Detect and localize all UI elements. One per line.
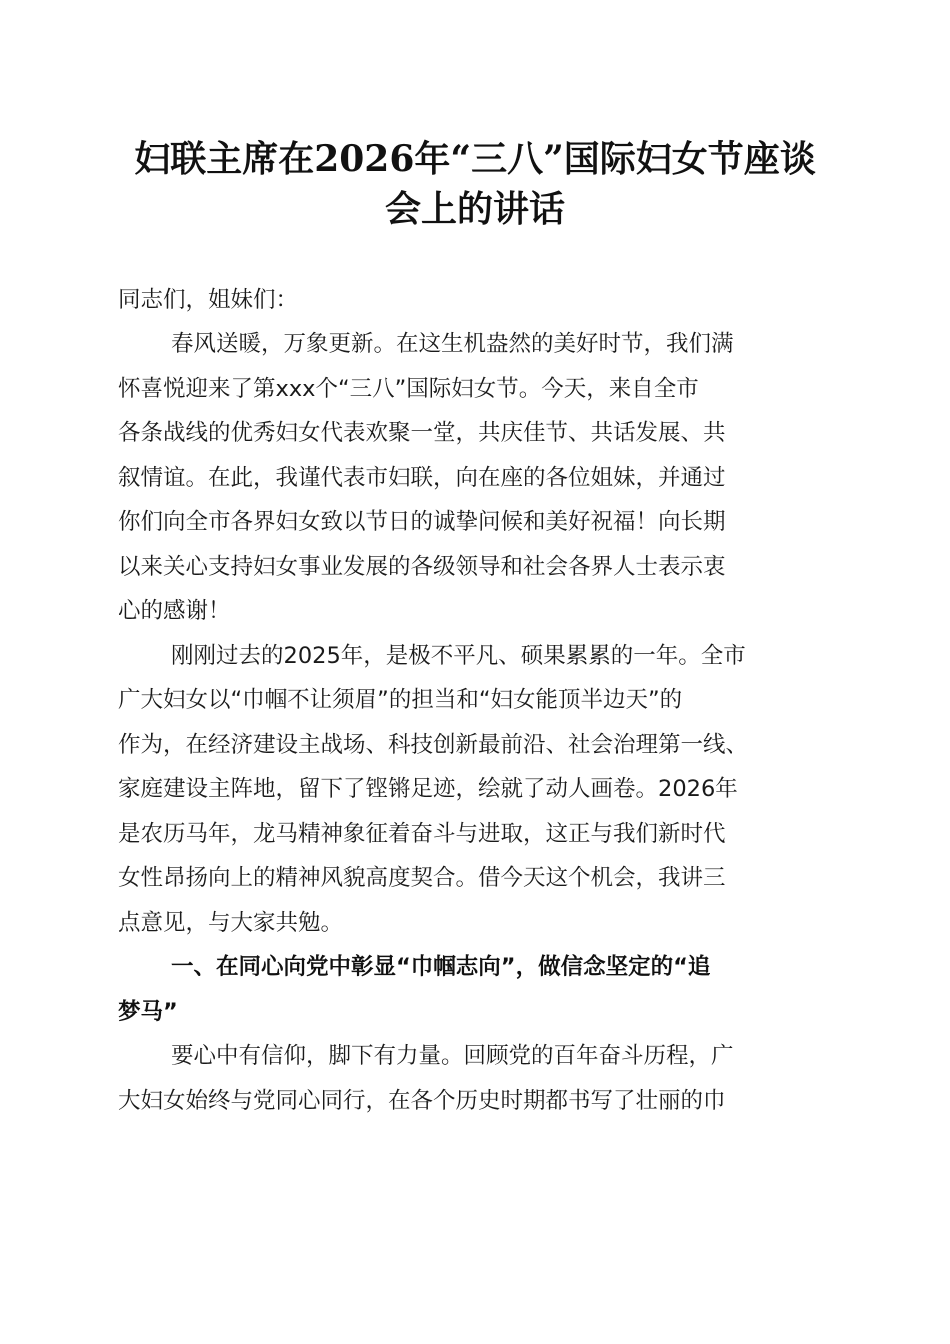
paragraph-1-line-3: 各条战线的优秀妇女代表欢聚一堂，共庆佳节、共话发展、共: [118, 420, 726, 446]
document-title-line-1: 妇联主席在2026年“三八”国际妇女节座谈: [134, 138, 816, 180]
paragraph-1-line-1: 春风送暖，万象更新。在这生机盎然的美好时节，我们满: [171, 331, 734, 357]
paragraph-2-line-1: 刚刚过去的2025年，是极不平凡、硕果累累的一年。全市: [171, 643, 746, 669]
paragraph-1-line-5: 你们向全市各界妇女致以节日的诚挚问候和美好祝福！向长期: [118, 509, 726, 535]
paragraph-2-line-2: 广大妇女以“巾帼不让须眉”的担当和“妇女能顶半边天”的: [118, 687, 683, 713]
paragraph-1-line-6: 以来关心支持妇女事业发展的各级领导和社会各界人士表示衷: [118, 554, 726, 580]
document-title-line-2: 会上的讲话: [384, 188, 565, 230]
paragraph-1-line-2: 怀喜悦迎来了第xxx个“三八”国际妇女节。今天，来自全市: [118, 376, 699, 402]
section-heading-1-line-1: 一、在同心向党中彰显“巾帼志向”，做信念坚定的“追: [171, 954, 711, 980]
paragraph-2-line-4: 家庭建设主阵地，留下了铿锵足迹，绘就了动人画卷。2026年: [118, 776, 738, 802]
paragraph-1-line-7: 心的感谢！: [118, 598, 231, 624]
paragraph-2-line-7: 点意见，与大家共勉。: [118, 910, 344, 936]
paragraph-3-line-1: 要心中有信仰，脚下有力量。回顾党的百年奋斗历程，广: [171, 1043, 734, 1069]
salutation: 同志们，姐妹们：: [118, 287, 299, 313]
paragraph-3-line-2: 大妇女始终与党同心同行，在各个历史时期都书写了壮丽的巾: [118, 1088, 726, 1114]
section-heading-1-line-2: 梦马”: [118, 999, 178, 1025]
paragraph-1-line-4: 叙情谊。在此，我谨代表市妇联，向在座的各位姐妹，并通过: [118, 465, 726, 491]
paragraph-2-line-3: 作为，在经济建设主战场、科技创新最前沿、社会治理第一线、: [118, 732, 749, 758]
paragraph-2-line-5: 是农历马年，龙马精神象征着奋斗与进取，这正与我们新时代: [118, 821, 726, 847]
paragraph-2-line-6: 女性昂扬向上的精神风貌高度契合。借今天这个机会，我讲三: [118, 865, 726, 891]
